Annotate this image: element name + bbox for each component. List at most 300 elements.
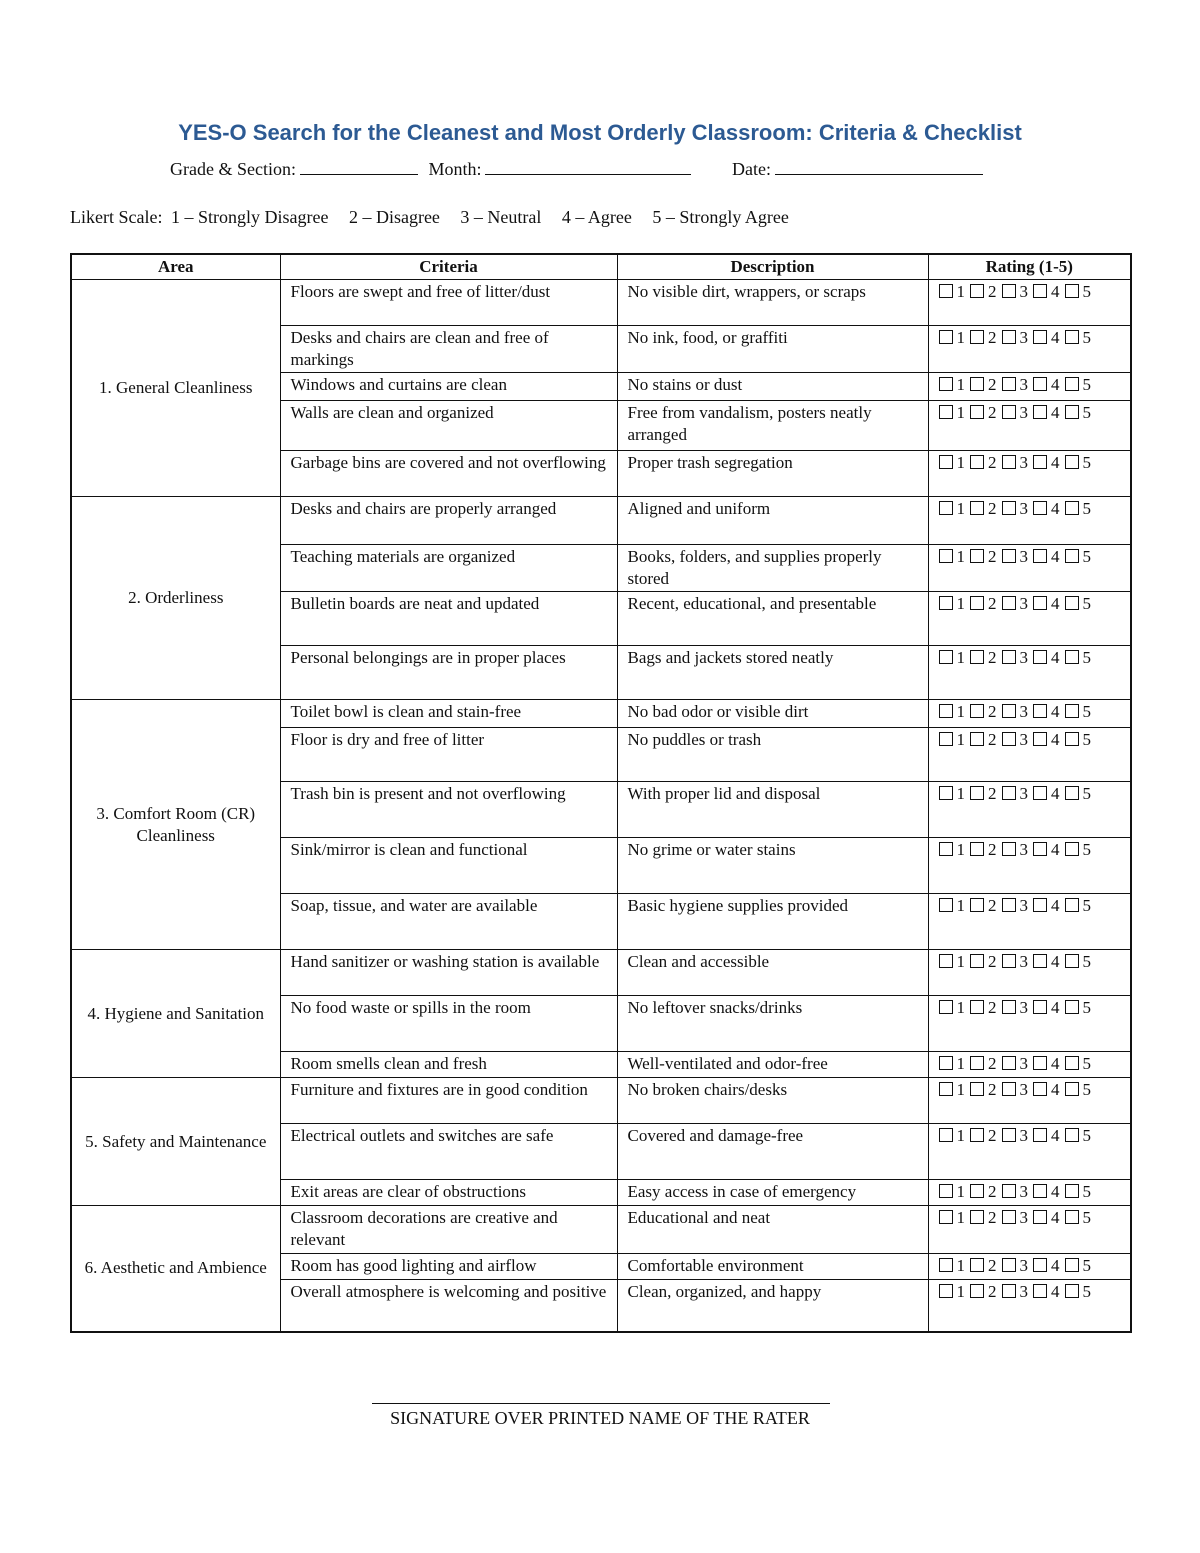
rating-option[interactable] (939, 1207, 969, 1229)
rating-checkbox[interactable] (1065, 954, 1079, 968)
rating-option[interactable] (970, 729, 1000, 751)
rating-option-label: 4 (1051, 328, 1060, 347)
rating-option[interactable] (1065, 1053, 1095, 1075)
rating-option[interactable] (1033, 498, 1063, 520)
rating-checkbox[interactable] (939, 284, 953, 298)
description-cell: No ink, food, or graffiti (617, 326, 928, 373)
rating-checkbox[interactable] (939, 898, 953, 912)
rating-checkbox[interactable] (1033, 330, 1047, 344)
rating-checkbox[interactable] (1033, 405, 1047, 419)
grade-section-field[interactable] (300, 157, 418, 175)
criteria-cell: Teaching materials are organized (280, 545, 617, 592)
rating-checkbox[interactable] (939, 1128, 953, 1142)
rating-option[interactable] (1033, 1053, 1063, 1075)
rating-option-label: 3 (1019, 952, 1028, 971)
rating-option[interactable] (939, 1079, 969, 1101)
rating-option[interactable] (1065, 1281, 1095, 1303)
rating-checkbox[interactable] (1065, 377, 1079, 391)
rating-option[interactable] (1002, 1125, 1032, 1147)
rating-option-label: 5 (1082, 1126, 1091, 1145)
rating-option[interactable] (1002, 997, 1032, 1019)
rating-option[interactable] (939, 1125, 969, 1147)
rating-option-label: 4 (1051, 1182, 1060, 1201)
rating-option-label: 2 (988, 1080, 997, 1099)
rating-option[interactable] (1002, 783, 1032, 805)
rating-option[interactable] (1065, 593, 1095, 615)
rating-checkbox[interactable] (1065, 704, 1079, 718)
rating-checkbox[interactable] (970, 732, 984, 746)
rating-checkbox[interactable] (1002, 455, 1016, 469)
description-cell: No puddles or trash (617, 728, 928, 782)
rating-option[interactable] (970, 1125, 1000, 1147)
rating-checkbox[interactable] (1065, 501, 1079, 515)
rating-checkbox[interactable] (970, 1210, 984, 1224)
rating-checkbox[interactable] (1065, 1128, 1079, 1142)
rating-checkbox[interactable] (1065, 549, 1079, 563)
rating-checkbox[interactable] (939, 596, 953, 610)
rating-checkbox[interactable] (939, 704, 953, 718)
rating-checkbox[interactable] (1002, 1210, 1016, 1224)
rating-option[interactable] (970, 546, 1000, 568)
rating-checkbox[interactable] (939, 455, 953, 469)
rating-checkbox[interactable] (1065, 732, 1079, 746)
rating-option[interactable] (1033, 281, 1063, 303)
rating-option[interactable] (939, 895, 969, 917)
rating-checkbox[interactable] (939, 732, 953, 746)
rating-option-label: 5 (1082, 1054, 1091, 1073)
rating-option-label: 3 (1019, 896, 1028, 915)
rating-checkbox[interactable] (939, 1000, 953, 1014)
criteria-cell: Soap, tissue, and water are available (280, 894, 617, 950)
rating-checkbox[interactable] (939, 549, 953, 563)
rating-checkbox[interactable] (1002, 284, 1016, 298)
rating-option[interactable] (1065, 327, 1095, 349)
rating-option[interactable] (1002, 374, 1032, 396)
rating-checkbox[interactable] (939, 1056, 953, 1070)
rating-option[interactable] (939, 281, 969, 303)
rating-option[interactable] (1033, 1079, 1063, 1101)
rating-checkbox[interactable] (1002, 596, 1016, 610)
rating-option-label: 5 (1082, 403, 1091, 422)
rating-option[interactable] (1002, 593, 1032, 615)
rating-option[interactable] (939, 593, 969, 615)
rating-option[interactable] (939, 1181, 969, 1203)
rating-checkbox[interactable] (939, 650, 953, 664)
rating-option[interactable] (970, 452, 1000, 474)
description-cell: Proper trash segregation (617, 451, 928, 497)
rating-option[interactable] (1002, 1181, 1032, 1203)
month-label: Month: (428, 159, 482, 179)
description-cell: No grime or water stains (617, 838, 928, 894)
rating-checkbox[interactable] (1065, 786, 1079, 800)
rating-option-label: 4 (1051, 594, 1060, 613)
rating-checkbox[interactable] (1033, 377, 1047, 391)
rating-option[interactable] (1002, 701, 1032, 723)
description-cell: Basic hygiene supplies provided (617, 894, 928, 950)
rating-checkbox[interactable] (1033, 1082, 1047, 1096)
rating-option-label: 5 (1082, 896, 1091, 915)
rating-checkbox[interactable] (970, 455, 984, 469)
rating-checkbox[interactable] (970, 1000, 984, 1014)
rating-checkbox[interactable] (970, 1184, 984, 1198)
rating-option[interactable] (970, 951, 1000, 973)
criteria-cell: Sink/mirror is clean and functional (280, 838, 617, 894)
rating-checkbox[interactable] (1033, 1184, 1047, 1198)
rating-option[interactable] (1065, 647, 1095, 669)
rating-option[interactable] (1065, 1207, 1095, 1229)
rating-checkbox[interactable] (1033, 284, 1047, 298)
rating-option[interactable] (1002, 1281, 1032, 1303)
rating-cell (928, 782, 1131, 838)
rating-option[interactable] (939, 783, 969, 805)
rating-option-label: 2 (988, 1054, 997, 1073)
rating-checkbox[interactable] (1033, 650, 1047, 664)
rating-checkbox[interactable] (970, 405, 984, 419)
rating-option-label: 4 (1051, 648, 1060, 667)
rating-checkbox[interactable] (939, 330, 953, 344)
rating-option[interactable] (1033, 374, 1063, 396)
rating-option-label: 5 (1082, 594, 1091, 613)
rating-option[interactable] (939, 839, 969, 861)
rating-checkbox[interactable] (939, 377, 953, 391)
likert-item: 5 – Strongly Agree (652, 207, 789, 227)
rating-option[interactable] (1002, 1053, 1032, 1075)
rating-checkbox[interactable] (970, 330, 984, 344)
rating-checkbox[interactable] (1065, 1000, 1079, 1014)
rating-option[interactable] (970, 281, 1000, 303)
rating-option[interactable] (1033, 452, 1063, 474)
rating-checkbox[interactable] (1002, 501, 1016, 515)
rating-checkbox[interactable] (970, 501, 984, 515)
rating-checkbox[interactable] (1033, 501, 1047, 515)
rating-checkbox[interactable] (1002, 1056, 1016, 1070)
rating-option[interactable] (1002, 546, 1032, 568)
rating-checkbox[interactable] (1033, 786, 1047, 800)
rating-option-label: 3 (1019, 1282, 1028, 1301)
rating-checkbox[interactable] (970, 1128, 984, 1142)
rating-option[interactable] (939, 546, 969, 568)
rating-option-label: 1 (956, 998, 965, 1017)
rating-option[interactable] (970, 1181, 1000, 1203)
rating-option[interactable] (1033, 783, 1063, 805)
rating-option-label: 3 (1019, 1054, 1028, 1073)
rating-option[interactable] (1002, 327, 1032, 349)
description-cell: With proper lid and disposal (617, 782, 928, 838)
rating-option[interactable] (1065, 546, 1095, 568)
rating-option-label: 2 (988, 1182, 997, 1201)
rating-option[interactable] (1002, 498, 1032, 520)
rating-checkbox[interactable] (1065, 284, 1079, 298)
rating-option[interactable] (1065, 452, 1095, 474)
rating-checkbox[interactable] (939, 1258, 953, 1272)
rating-option[interactable] (1065, 951, 1095, 973)
rating-checkbox[interactable] (1002, 1184, 1016, 1198)
rating-checkbox[interactable] (1033, 1128, 1047, 1142)
rating-checkbox[interactable] (1033, 1000, 1047, 1014)
rating-checkbox[interactable] (939, 1284, 953, 1298)
rating-checkbox[interactable] (1065, 1210, 1079, 1224)
rating-option[interactable] (970, 701, 1000, 723)
rating-option[interactable] (970, 374, 1000, 396)
rating-option[interactable] (1033, 729, 1063, 751)
rating-option[interactable] (1002, 1255, 1032, 1277)
rating-option[interactable] (970, 839, 1000, 861)
rating-option[interactable] (1033, 647, 1063, 669)
description-cell: Well-ventilated and odor-free (617, 1052, 928, 1078)
rating-option[interactable] (939, 729, 969, 751)
date-field[interactable] (775, 157, 983, 175)
rating-option-label: 4 (1051, 998, 1060, 1017)
rating-checkbox[interactable] (1065, 842, 1079, 856)
rating-checkbox[interactable] (970, 596, 984, 610)
rating-option-label: 4 (1051, 1054, 1060, 1073)
rating-option[interactable] (1002, 729, 1032, 751)
rating-checkbox[interactable] (970, 650, 984, 664)
rating-checkbox[interactable] (1002, 704, 1016, 718)
rating-option[interactable] (1033, 997, 1063, 1019)
rating-checkbox[interactable] (939, 1082, 953, 1096)
criteria-cell: Personal belongings are in proper places (280, 646, 617, 700)
rating-checkbox[interactable] (1002, 377, 1016, 391)
rating-cell (928, 1254, 1131, 1280)
month-field[interactable] (485, 157, 691, 175)
rating-checkbox[interactable] (1033, 1284, 1047, 1298)
criteria-cell: Hand sanitizer or washing station is available (280, 950, 617, 996)
rating-option[interactable] (970, 327, 1000, 349)
rating-option[interactable] (1065, 1125, 1095, 1147)
rating-option[interactable] (970, 647, 1000, 669)
description-cell: Educational and neat (617, 1206, 928, 1254)
rating-option-label: 4 (1051, 403, 1060, 422)
rating-option[interactable] (1065, 1079, 1095, 1101)
rating-checkbox[interactable] (1002, 1000, 1016, 1014)
rating-option[interactable] (970, 783, 1000, 805)
rating-checkbox[interactable] (1002, 898, 1016, 912)
rating-option[interactable] (1065, 729, 1095, 751)
rating-option[interactable] (1033, 839, 1063, 861)
rating-checkbox[interactable] (1033, 549, 1047, 563)
rating-option[interactable] (1033, 951, 1063, 973)
rating-option-label: 1 (956, 648, 965, 667)
rating-checkbox[interactable] (1033, 1056, 1047, 1070)
header-criteria: Criteria (280, 254, 617, 280)
rating-option-label: 1 (956, 1182, 965, 1201)
rating-option-label: 1 (956, 547, 965, 566)
rating-checkbox[interactable] (1002, 1082, 1016, 1096)
rating-option[interactable] (1002, 839, 1032, 861)
signature-line[interactable] (372, 1403, 830, 1404)
rating-checkbox[interactable] (1002, 330, 1016, 344)
rating-checkbox[interactable] (1002, 405, 1016, 419)
rating-checkbox[interactable] (970, 1284, 984, 1298)
rating-checkbox[interactable] (1065, 1258, 1079, 1272)
rating-cell (928, 838, 1131, 894)
criteria-cell: Bulletin boards are neat and updated (280, 592, 617, 646)
rating-checkbox[interactable] (1033, 954, 1047, 968)
rating-checkbox[interactable] (970, 1258, 984, 1272)
rating-option[interactable] (1033, 895, 1063, 917)
rating-checkbox[interactable] (1065, 1082, 1079, 1096)
rating-option[interactable] (1033, 327, 1063, 349)
rating-checkbox[interactable] (1033, 1210, 1047, 1224)
rating-option[interactable] (1002, 452, 1032, 474)
rating-checkbox[interactable] (1002, 1284, 1016, 1298)
rating-option[interactable] (1033, 1207, 1063, 1229)
rating-option[interactable] (939, 1281, 969, 1303)
rating-checkbox[interactable] (970, 549, 984, 563)
rating-checkbox[interactable] (939, 1210, 953, 1224)
rating-option[interactable] (1002, 895, 1032, 917)
rating-option[interactable] (970, 402, 1000, 424)
rating-option[interactable] (1033, 1125, 1063, 1147)
rating-checkbox[interactable] (1065, 596, 1079, 610)
rating-option[interactable] (1033, 593, 1063, 615)
rating-checkbox[interactable] (1033, 704, 1047, 718)
rating-option[interactable] (1065, 839, 1095, 861)
rating-checkbox[interactable] (1065, 1184, 1079, 1198)
rating-option[interactable] (1065, 281, 1095, 303)
rating-option-label: 1 (956, 952, 965, 971)
rating-option-label: 2 (988, 547, 997, 566)
rating-checkbox[interactable] (1065, 650, 1079, 664)
rating-option-label: 3 (1019, 730, 1028, 749)
rating-option[interactable] (1033, 1255, 1063, 1277)
likert-item: 3 – Neutral (460, 207, 542, 227)
rating-option[interactable] (1065, 997, 1095, 1019)
rating-option[interactable] (939, 701, 969, 723)
rating-option[interactable] (1065, 701, 1095, 723)
rating-checkbox[interactable] (970, 786, 984, 800)
rating-option[interactable] (939, 1053, 969, 1075)
rating-checkbox[interactable] (1002, 786, 1016, 800)
rating-checkbox[interactable] (1033, 1258, 1047, 1272)
rating-checkbox[interactable] (1002, 549, 1016, 563)
rating-checkbox[interactable] (1002, 650, 1016, 664)
rating-option[interactable] (1065, 1255, 1095, 1277)
rating-option[interactable] (1002, 1079, 1032, 1101)
criteria-cell: Desks and chairs are clean and free of markings (280, 326, 617, 373)
rating-checkbox[interactable] (1065, 330, 1079, 344)
rating-checkbox[interactable] (970, 284, 984, 298)
rating-option[interactable] (970, 498, 1000, 520)
rating-checkbox[interactable] (939, 954, 953, 968)
rating-checkbox[interactable] (1002, 732, 1016, 746)
table-row (71, 497, 1131, 545)
rating-option[interactable] (1033, 402, 1063, 424)
rating-checkbox[interactable] (1033, 455, 1047, 469)
rating-option[interactable] (939, 1255, 969, 1277)
rating-option[interactable] (970, 1053, 1000, 1075)
criteria-table-body (71, 280, 1131, 1332)
rating-option[interactable] (939, 374, 969, 396)
rating-checkbox[interactable] (1065, 405, 1079, 419)
rating-option[interactable] (1002, 402, 1032, 424)
rating-checkbox[interactable] (970, 704, 984, 718)
rating-option-label: 2 (988, 1208, 997, 1227)
rating-checkbox[interactable] (939, 842, 953, 856)
rating-option[interactable] (1033, 1281, 1063, 1303)
rating-option[interactable] (970, 1281, 1000, 1303)
rating-option[interactable] (1002, 281, 1032, 303)
rating-option[interactable] (1065, 374, 1095, 396)
rating-option[interactable] (1065, 1181, 1095, 1203)
rating-option[interactable] (1002, 647, 1032, 669)
rating-checkbox[interactable] (1033, 842, 1047, 856)
rating-checkbox[interactable] (1033, 732, 1047, 746)
rating-checkbox[interactable] (1002, 1258, 1016, 1272)
header-area: Area (71, 254, 280, 280)
rating-option[interactable] (970, 1079, 1000, 1101)
rating-checkbox[interactable] (1002, 842, 1016, 856)
rating-option[interactable] (1065, 498, 1095, 520)
rating-option[interactable] (939, 647, 969, 669)
rating-checkbox[interactable] (1065, 898, 1079, 912)
description-cell: Books, folders, and supplies properly stored (617, 545, 928, 592)
rating-option[interactable] (1002, 1207, 1032, 1229)
rating-option[interactable] (970, 895, 1000, 917)
rating-checkbox[interactable] (970, 842, 984, 856)
description-cell: No broken chairs/desks (617, 1078, 928, 1124)
area-cell: 3. Comfort Room (CR) Cleanliness (71, 700, 280, 950)
rating-checkbox[interactable] (1002, 1128, 1016, 1142)
rating-option-label: 5 (1082, 952, 1091, 971)
rating-checkbox[interactable] (970, 1056, 984, 1070)
rating-checkbox[interactable] (1065, 1284, 1079, 1298)
rating-option-label: 1 (956, 784, 965, 803)
rating-option[interactable] (1033, 546, 1063, 568)
rating-option[interactable] (970, 1255, 1000, 1277)
rating-checkbox[interactable] (939, 405, 953, 419)
rating-option-label: 1 (956, 375, 965, 394)
rating-option[interactable] (939, 402, 969, 424)
rating-option[interactable] (970, 997, 1000, 1019)
rating-checkbox[interactable] (939, 501, 953, 515)
rating-checkbox[interactable] (1002, 954, 1016, 968)
rating-option[interactable] (1033, 1181, 1063, 1203)
rating-checkbox[interactable] (1033, 596, 1047, 610)
rating-option[interactable] (939, 498, 969, 520)
rating-checkbox[interactable] (939, 786, 953, 800)
rating-option[interactable] (939, 997, 969, 1019)
rating-option[interactable] (1002, 951, 1032, 973)
rating-option[interactable] (970, 593, 1000, 615)
rating-checkbox[interactable] (970, 377, 984, 391)
rating-checkbox[interactable] (970, 1082, 984, 1096)
rating-option-label: 4 (1051, 730, 1060, 749)
rating-option[interactable] (1065, 895, 1095, 917)
rating-option[interactable] (939, 452, 969, 474)
rating-option[interactable] (970, 1207, 1000, 1229)
rating-option[interactable] (1033, 701, 1063, 723)
rating-cell (928, 373, 1131, 401)
rating-checkbox[interactable] (970, 954, 984, 968)
rating-option[interactable] (1065, 783, 1095, 805)
rating-option-label: 4 (1051, 840, 1060, 859)
rating-checkbox[interactable] (1065, 1056, 1079, 1070)
rating-cell (928, 1280, 1131, 1332)
rating-checkbox[interactable] (970, 898, 984, 912)
rating-option[interactable] (939, 327, 969, 349)
rating-option-label: 4 (1051, 1282, 1060, 1301)
description-cell: No bad odor or visible dirt (617, 700, 928, 728)
rating-option-label: 5 (1082, 702, 1091, 721)
rating-checkbox[interactable] (939, 1184, 953, 1198)
rating-option[interactable] (939, 951, 969, 973)
rating-option[interactable] (1065, 402, 1095, 424)
rating-option-label: 3 (1019, 1256, 1028, 1275)
rating-checkbox[interactable] (1033, 898, 1047, 912)
rating-checkbox[interactable] (1065, 455, 1079, 469)
